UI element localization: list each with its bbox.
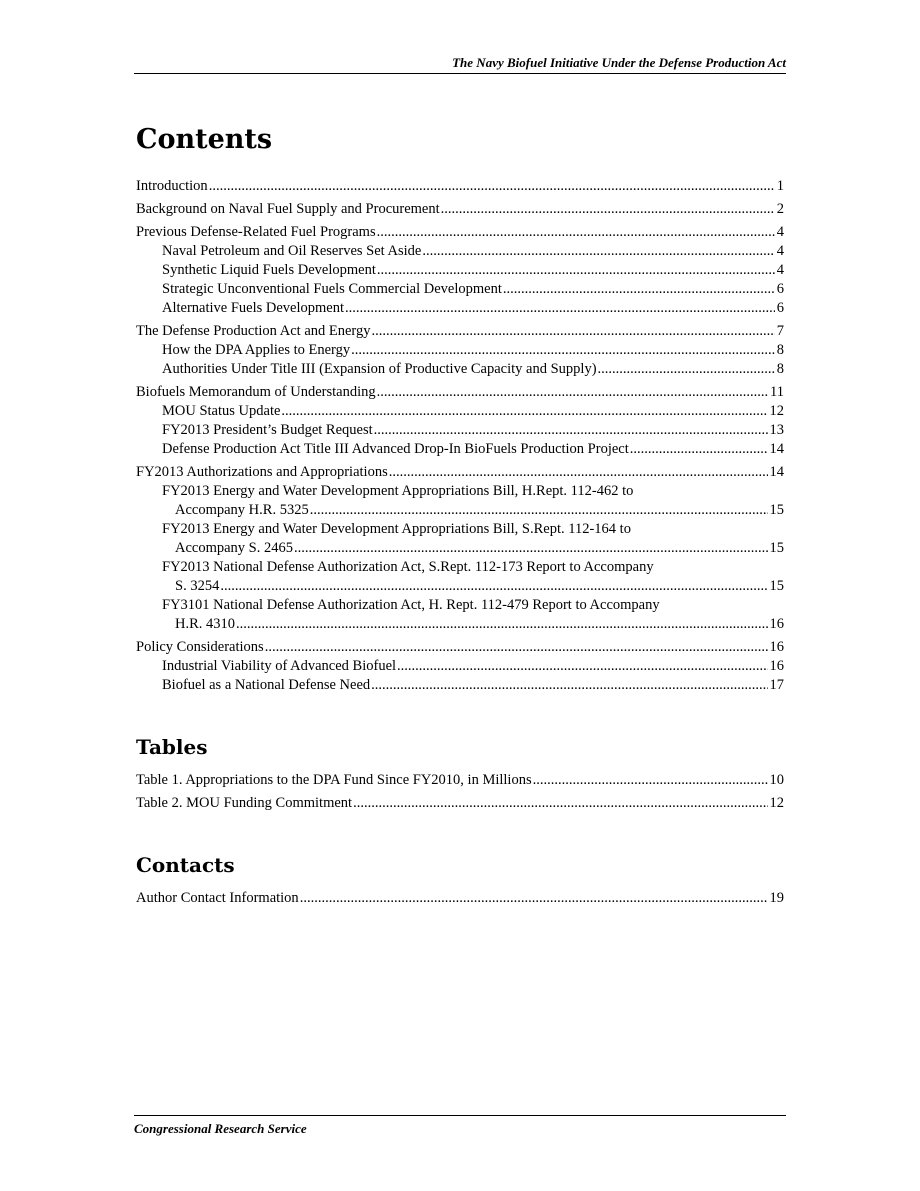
toc-entry[interactable] [136, 177, 784, 196]
dot-leader [397, 657, 767, 676]
contact-entry-title: Author Contact Information [136, 890, 299, 906]
dot-leader [372, 322, 775, 341]
toc-entry[interactable] [136, 383, 784, 402]
tables-heading: Tables [136, 735, 208, 759]
toc-entry-page: 15 [769, 578, 784, 594]
toc-subentry[interactable] [136, 440, 784, 459]
toc-entry-page: 16 [769, 658, 784, 674]
toc-entry-title-line1: FY2013 Energy and Water Development Appropriations Bill, S.Rept. 112-164 to [162, 521, 631, 537]
toc-subentry[interactable] [136, 242, 784, 261]
toc-entry-title: Authorities Under Title III (Expansion of Productive Capacity and Supply) [162, 361, 597, 377]
toc-entry-page: 15 [769, 540, 784, 556]
toc-entry-page: 8 [776, 361, 784, 377]
tables-list [136, 771, 784, 813]
toc-entry-title: Background on Naval Fuel Supply and Procurement [136, 201, 440, 217]
dot-leader [422, 242, 774, 261]
toc-entry-title-line1: FY2013 National Defense Authorization Act, S.Rept. 112-173 Report to Accompany [162, 559, 654, 575]
dot-leader [345, 299, 775, 318]
toc-entry-title-line2: Accompany H.R. 5325 [175, 502, 309, 518]
toc-entry-page: 4 [776, 224, 784, 240]
dot-leader [533, 771, 768, 790]
toc-entry-page: 11 [770, 384, 784, 400]
table-entry-page: 12 [769, 795, 784, 811]
toc-entry[interactable] [136, 638, 784, 657]
contents-heading: Contents [136, 124, 273, 155]
contacts-section [136, 853, 784, 908]
dot-leader [374, 421, 768, 440]
toc-entry-title: Biofuels Memorandum of Understanding [136, 384, 376, 400]
dot-leader [371, 676, 767, 695]
tables-section [136, 735, 784, 813]
toc-entry-title: How the DPA Applies to Energy [162, 342, 351, 358]
toc-subentry[interactable] [136, 402, 784, 421]
dot-leader [377, 383, 768, 402]
running-header: The Navy Biofuel Initiative Under the Defense Production Act [134, 55, 786, 74]
table-entry-title: Table 1. Appropriations to the DPA Fund Since FY2010, in Millions [136, 772, 532, 788]
toc-entry-title: Introduction [136, 178, 208, 194]
toc-subentry-multiline[interactable] [136, 520, 784, 558]
toc-entry-title-line2: H.R. 4310 [175, 616, 236, 632]
toc-entry-page: 2 [776, 201, 784, 217]
toc-entry[interactable] [136, 200, 784, 219]
dot-leader [300, 889, 768, 908]
toc-entry-title: Alternative Fuels Development [162, 300, 345, 316]
toc-entry-page: 16 [769, 616, 784, 632]
toc-subentry[interactable] [136, 657, 784, 676]
toc-entry-page: 13 [769, 422, 784, 438]
toc-subentry[interactable] [136, 421, 784, 440]
table-entry-title: Table 2. MOU Funding Commitment [136, 795, 353, 811]
toc-entry-page: 6 [776, 281, 784, 297]
toc-entry-page: 14 [769, 441, 784, 457]
toc-entry-page: 6 [776, 300, 784, 316]
toc-entry-page: 15 [769, 502, 784, 518]
toc-subentry[interactable] [136, 261, 784, 280]
toc-entry-title-line2: Accompany S. 2465 [175, 540, 293, 556]
toc-entry-title-line1: FY2013 Energy and Water Development Appropriations Bill, H.Rept. 112-462 to [162, 483, 634, 499]
dot-leader [209, 177, 775, 196]
toc-subentry-multiline[interactable] [136, 558, 784, 596]
toc-entry-title: Biofuel as a National Defense Need [162, 677, 371, 693]
toc-entry-page: 4 [776, 243, 784, 259]
contact-entry[interactable] [136, 889, 784, 908]
dot-leader [236, 615, 767, 634]
dot-leader [441, 200, 775, 219]
toc-entry[interactable] [136, 463, 784, 482]
page-footer: Congressional Research Service [134, 1115, 786, 1137]
toc-entry-page: 12 [769, 403, 784, 419]
toc-entry-page: 8 [776, 342, 784, 358]
table-entry[interactable] [136, 794, 784, 813]
toc-entry-title: Strategic Unconventional Fuels Commercial Development [162, 281, 502, 297]
dot-leader [389, 463, 768, 482]
dot-leader [630, 440, 768, 459]
contacts-list [136, 889, 784, 908]
toc-entry-page: 16 [769, 639, 784, 655]
toc-entry-title: Policy Considerations [136, 639, 264, 655]
dot-leader [377, 223, 775, 242]
toc-subentry[interactable] [136, 299, 784, 318]
toc-entry-title: FY2013 President’s Budget Request [162, 422, 373, 438]
toc-entry-title: Industrial Viability of Advanced Biofuel [162, 658, 397, 674]
toc-entry-page: 7 [776, 323, 784, 339]
toc-entry-page: 4 [776, 262, 784, 278]
toc-entry-page: 14 [769, 464, 784, 480]
toc-subentry[interactable] [136, 676, 784, 695]
contact-entry-page: 19 [769, 890, 784, 906]
dot-leader [503, 280, 775, 299]
table-entry[interactable] [136, 771, 784, 790]
toc-entry-title-line2: S. 3254 [175, 578, 220, 594]
dot-leader [598, 360, 775, 379]
table-of-contents [136, 124, 784, 908]
toc-entry-title: FY2013 Authorizations and Appropriations [136, 464, 388, 480]
toc-entry[interactable] [136, 322, 784, 341]
toc-entry-page: 17 [769, 677, 784, 693]
table-entry-page: 10 [769, 772, 784, 788]
toc-entry[interactable] [136, 223, 784, 242]
toc-subentry[interactable] [136, 360, 784, 379]
contents-list [136, 177, 784, 695]
dot-leader [294, 539, 768, 558]
toc-entry-title-line1: FY3101 National Defense Authorization Act, H. Rept. 112-479 Report to Accompany [162, 597, 660, 613]
toc-subentry[interactable] [136, 341, 784, 360]
toc-subentry-multiline[interactable] [136, 482, 784, 520]
toc-subentry[interactable] [136, 280, 784, 299]
toc-entry-title: Previous Defense-Related Fuel Programs [136, 224, 376, 240]
toc-entry-title: Synthetic Liquid Fuels Development [162, 262, 376, 278]
dot-leader [265, 638, 768, 657]
dot-leader [377, 261, 775, 280]
toc-entry-title: The Defense Production Act and Energy [136, 323, 371, 339]
contacts-heading: Contacts [136, 853, 235, 877]
dot-leader [353, 794, 767, 813]
dot-leader [220, 577, 767, 596]
toc-subentry-multiline[interactable] [136, 596, 784, 634]
toc-entry-page: 1 [776, 178, 784, 194]
toc-entry-title: Defense Production Act Title III Advanced Drop-In BioFuels Production Project [162, 441, 629, 457]
dot-leader [281, 402, 767, 421]
dot-leader [351, 341, 775, 360]
toc-entry-title: Naval Petroleum and Oil Reserves Set Aside [162, 243, 422, 259]
dot-leader [310, 501, 768, 520]
toc-entry-title: MOU Status Update [162, 403, 281, 419]
